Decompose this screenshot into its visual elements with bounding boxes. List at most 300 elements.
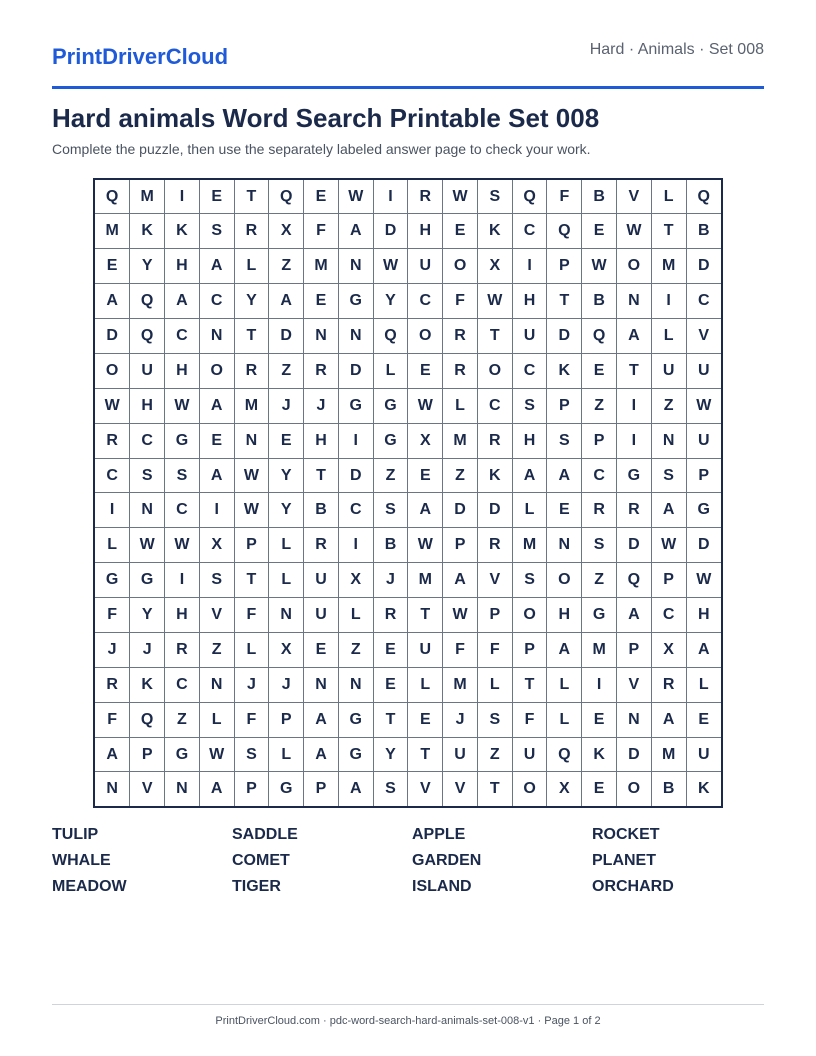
grid-cell[interactable]: M (95, 214, 130, 249)
grid-cell[interactable]: J (373, 563, 408, 598)
grid-cell[interactable]: I (338, 423, 373, 458)
grid-cell[interactable]: P (686, 458, 721, 493)
grid-cell[interactable]: T (234, 319, 269, 354)
grid-cell[interactable]: R (477, 528, 512, 563)
grid-cell[interactable]: V (686, 319, 721, 354)
grid-cell[interactable]: A (199, 388, 234, 423)
grid-cell[interactable]: W (443, 180, 478, 214)
grid-cell[interactable]: G (582, 598, 617, 633)
grid-cell[interactable]: N (199, 667, 234, 702)
grid-cell[interactable]: C (130, 423, 165, 458)
grid-cell[interactable]: L (547, 667, 582, 702)
grid-cell[interactable]: M (304, 249, 339, 284)
grid-cell[interactable]: I (373, 180, 408, 214)
grid-cell[interactable]: U (408, 632, 443, 667)
grid-cell[interactable]: L (373, 353, 408, 388)
grid-cell[interactable]: P (582, 423, 617, 458)
grid-cell[interactable]: P (443, 528, 478, 563)
grid-cell[interactable]: C (651, 598, 686, 633)
grid-cell[interactable]: J (304, 388, 339, 423)
grid-cell[interactable]: L (234, 249, 269, 284)
grid-cell[interactable]: C (477, 388, 512, 423)
grid-cell[interactable]: B (373, 528, 408, 563)
grid-cell[interactable]: F (234, 702, 269, 737)
grid-cell[interactable]: R (304, 528, 339, 563)
grid-cell[interactable]: P (234, 528, 269, 563)
grid-cell[interactable]: M (512, 528, 547, 563)
grid-cell[interactable]: W (408, 388, 443, 423)
grid-cell[interactable]: E (199, 180, 234, 214)
grid-cell[interactable]: J (95, 632, 130, 667)
grid-cell[interactable]: W (373, 249, 408, 284)
grid-cell[interactable]: F (443, 632, 478, 667)
grid-cell[interactable]: K (686, 772, 721, 806)
grid-cell[interactable]: T (616, 353, 651, 388)
grid-cell[interactable]: P (234, 772, 269, 806)
grid-cell[interactable]: S (373, 772, 408, 806)
grid-cell[interactable]: P (304, 772, 339, 806)
grid-cell[interactable]: U (686, 353, 721, 388)
grid-cell[interactable]: E (199, 423, 234, 458)
grid-cell[interactable]: R (304, 353, 339, 388)
grid-cell[interactable]: U (443, 737, 478, 772)
grid-cell[interactable]: A (338, 214, 373, 249)
grid-cell[interactable]: Y (269, 493, 304, 528)
grid-cell[interactable]: O (512, 598, 547, 633)
grid-cell[interactable]: T (477, 319, 512, 354)
grid-cell[interactable]: L (269, 563, 304, 598)
grid-cell[interactable]: T (651, 214, 686, 249)
grid-cell[interactable]: L (234, 632, 269, 667)
grid-cell[interactable]: C (408, 284, 443, 319)
grid-cell[interactable]: N (616, 702, 651, 737)
grid-cell[interactable]: R (95, 423, 130, 458)
grid-cell[interactable]: R (234, 214, 269, 249)
grid-cell[interactable]: B (304, 493, 339, 528)
grid-cell[interactable]: I (616, 388, 651, 423)
grid-cell[interactable]: H (165, 353, 200, 388)
grid-cell[interactable]: S (512, 563, 547, 598)
grid-cell[interactable]: M (651, 737, 686, 772)
grid-cell[interactable]: W (199, 737, 234, 772)
grid-cell[interactable]: L (199, 702, 234, 737)
grid-cell[interactable]: G (338, 284, 373, 319)
grid-cell[interactable]: R (582, 493, 617, 528)
grid-cell[interactable]: Q (686, 180, 721, 214)
grid-cell[interactable]: V (616, 180, 651, 214)
grid-cell[interactable]: W (165, 528, 200, 563)
grid-cell[interactable]: D (338, 353, 373, 388)
grid-cell[interactable]: N (269, 598, 304, 633)
grid-cell[interactable]: A (547, 458, 582, 493)
grid-cell[interactable]: T (234, 563, 269, 598)
grid-cell[interactable]: A (616, 598, 651, 633)
grid-cell[interactable]: S (373, 493, 408, 528)
grid-cell[interactable]: G (616, 458, 651, 493)
grid-cell[interactable]: F (234, 598, 269, 633)
grid-cell[interactable]: U (304, 598, 339, 633)
grid-cell[interactable]: W (408, 528, 443, 563)
grid-cell[interactable]: A (269, 284, 304, 319)
grid-cell[interactable]: U (651, 353, 686, 388)
grid-cell[interactable]: X (269, 214, 304, 249)
grid-cell[interactable]: N (338, 249, 373, 284)
grid-cell[interactable]: R (408, 180, 443, 214)
grid-cell[interactable]: N (165, 772, 200, 806)
grid-cell[interactable]: Q (130, 319, 165, 354)
grid-cell[interactable]: A (512, 458, 547, 493)
grid-cell[interactable]: S (199, 214, 234, 249)
grid-cell[interactable]: S (234, 737, 269, 772)
grid-cell[interactable]: H (686, 598, 721, 633)
grid-cell[interactable]: P (477, 598, 512, 633)
grid-cell[interactable]: X (269, 632, 304, 667)
grid-cell[interactable]: X (408, 423, 443, 458)
grid-cell[interactable]: S (165, 458, 200, 493)
grid-cell[interactable]: N (338, 667, 373, 702)
grid-cell[interactable]: I (512, 249, 547, 284)
grid-cell[interactable]: C (165, 667, 200, 702)
grid-cell[interactable]: N (234, 423, 269, 458)
grid-cell[interactable]: N (199, 319, 234, 354)
grid-cell[interactable]: E (582, 702, 617, 737)
grid-cell[interactable]: O (616, 249, 651, 284)
grid-cell[interactable]: Z (165, 702, 200, 737)
grid-cell[interactable]: Y (130, 249, 165, 284)
grid-cell[interactable]: E (304, 284, 339, 319)
grid-cell[interactable]: E (373, 632, 408, 667)
grid-cell[interactable]: L (512, 493, 547, 528)
grid-cell[interactable]: C (582, 458, 617, 493)
grid-cell[interactable]: I (616, 423, 651, 458)
grid-cell[interactable]: M (651, 249, 686, 284)
grid-cell[interactable]: Q (582, 319, 617, 354)
grid-cell[interactable]: X (547, 772, 582, 806)
grid-cell[interactable]: L (95, 528, 130, 563)
grid-cell[interactable]: F (512, 702, 547, 737)
grid-cell[interactable]: Z (651, 388, 686, 423)
grid-cell[interactable]: A (338, 772, 373, 806)
grid-cell[interactable]: O (95, 353, 130, 388)
grid-cell[interactable]: T (547, 284, 582, 319)
grid-cell[interactable]: Z (477, 737, 512, 772)
grid-cell[interactable]: O (512, 772, 547, 806)
grid-cell[interactable]: E (547, 493, 582, 528)
grid-cell[interactable]: S (582, 528, 617, 563)
grid-cell[interactable]: V (408, 772, 443, 806)
grid-cell[interactable]: M (443, 423, 478, 458)
grid-cell[interactable]: W (582, 249, 617, 284)
grid-cell[interactable]: O (408, 319, 443, 354)
grid-cell[interactable]: P (130, 737, 165, 772)
grid-cell[interactable]: Z (582, 388, 617, 423)
grid-cell[interactable]: P (547, 388, 582, 423)
grid-cell[interactable]: A (616, 319, 651, 354)
grid-cell[interactable]: G (269, 772, 304, 806)
grid-cell[interactable]: Z (269, 353, 304, 388)
grid-cell[interactable]: J (269, 388, 304, 423)
grid-cell[interactable]: E (582, 214, 617, 249)
grid-cell[interactable]: A (199, 458, 234, 493)
grid-cell[interactable]: A (304, 702, 339, 737)
grid-cell[interactable]: N (304, 667, 339, 702)
grid-cell[interactable]: B (582, 180, 617, 214)
grid-cell[interactable]: W (338, 180, 373, 214)
grid-cell[interactable]: N (338, 319, 373, 354)
grid-cell[interactable]: T (477, 772, 512, 806)
grid-cell[interactable]: H (512, 284, 547, 319)
grid-cell[interactable]: F (95, 702, 130, 737)
grid-cell[interactable]: P (512, 632, 547, 667)
grid-cell[interactable]: T (408, 737, 443, 772)
grid-cell[interactable]: H (165, 598, 200, 633)
grid-cell[interactable]: O (547, 563, 582, 598)
grid-cell[interactable]: G (373, 423, 408, 458)
grid-cell[interactable]: Z (338, 632, 373, 667)
grid-cell[interactable]: V (199, 598, 234, 633)
grid-cell[interactable]: G (165, 737, 200, 772)
grid-cell[interactable]: I (165, 563, 200, 598)
grid-cell[interactable]: D (686, 249, 721, 284)
grid-cell[interactable]: G (95, 563, 130, 598)
grid-cell[interactable]: W (130, 528, 165, 563)
grid-cell[interactable]: P (616, 632, 651, 667)
grid-cell[interactable]: R (443, 319, 478, 354)
grid-cell[interactable]: J (130, 632, 165, 667)
grid-cell[interactable]: I (338, 528, 373, 563)
grid-cell[interactable]: F (443, 284, 478, 319)
grid-cell[interactable]: E (304, 632, 339, 667)
grid-cell[interactable]: L (651, 180, 686, 214)
grid-cell[interactable]: V (477, 563, 512, 598)
grid-cell[interactable]: N (651, 423, 686, 458)
grid-cell[interactable]: J (234, 667, 269, 702)
grid-cell[interactable]: J (443, 702, 478, 737)
grid-cell[interactable]: S (199, 563, 234, 598)
grid-cell[interactable]: G (686, 493, 721, 528)
grid-cell[interactable]: D (477, 493, 512, 528)
grid-cell[interactable]: H (304, 423, 339, 458)
grid-cell[interactable]: N (304, 319, 339, 354)
grid-cell[interactable]: E (408, 458, 443, 493)
grid-cell[interactable]: W (234, 458, 269, 493)
grid-cell[interactable]: F (547, 180, 582, 214)
grid-cell[interactable]: A (95, 737, 130, 772)
grid-cell[interactable]: W (686, 388, 721, 423)
grid-cell[interactable]: M (582, 632, 617, 667)
grid-cell[interactable]: A (547, 632, 582, 667)
grid-cell[interactable]: G (338, 388, 373, 423)
grid-cell[interactable]: Q (373, 319, 408, 354)
grid-cell[interactable]: F (95, 598, 130, 633)
grid-cell[interactable]: H (512, 423, 547, 458)
grid-cell[interactable]: A (199, 249, 234, 284)
grid-cell[interactable]: L (686, 667, 721, 702)
grid-cell[interactable]: R (443, 353, 478, 388)
grid-cell[interactable]: G (373, 388, 408, 423)
grid-cell[interactable]: X (199, 528, 234, 563)
grid-cell[interactable]: R (651, 667, 686, 702)
grid-cell[interactable]: I (95, 493, 130, 528)
grid-cell[interactable]: M (130, 180, 165, 214)
grid-cell[interactable]: L (269, 528, 304, 563)
grid-cell[interactable]: T (408, 598, 443, 633)
grid-cell[interactable]: S (477, 702, 512, 737)
grid-cell[interactable]: N (547, 528, 582, 563)
grid-cell[interactable]: C (95, 458, 130, 493)
grid-cell[interactable]: H (547, 598, 582, 633)
grid-cell[interactable]: Z (269, 249, 304, 284)
grid-cell[interactable]: M (408, 563, 443, 598)
grid-cell[interactable]: T (234, 180, 269, 214)
grid-cell[interactable]: F (477, 632, 512, 667)
grid-cell[interactable]: I (582, 667, 617, 702)
grid-cell[interactable]: Q (130, 702, 165, 737)
brand-logo[interactable]: PrintDriverCloud (52, 44, 229, 69)
grid-cell[interactable]: E (373, 667, 408, 702)
grid-cell[interactable]: L (269, 737, 304, 772)
grid-cell[interactable]: Y (234, 284, 269, 319)
grid-cell[interactable]: W (165, 388, 200, 423)
grid-cell[interactable]: K (165, 214, 200, 249)
grid-cell[interactable]: I (651, 284, 686, 319)
grid-cell[interactable]: P (269, 702, 304, 737)
grid-cell[interactable]: S (651, 458, 686, 493)
grid-cell[interactable]: W (686, 563, 721, 598)
grid-cell[interactable]: R (165, 632, 200, 667)
grid-cell[interactable]: F (304, 214, 339, 249)
grid-cell[interactable]: K (547, 353, 582, 388)
grid-cell[interactable]: C (338, 493, 373, 528)
grid-cell[interactable]: Z (199, 632, 234, 667)
grid-cell[interactable]: Y (130, 598, 165, 633)
grid-cell[interactable]: C (512, 353, 547, 388)
grid-cell[interactable]: U (130, 353, 165, 388)
grid-cell[interactable]: O (477, 353, 512, 388)
grid-cell[interactable]: S (512, 388, 547, 423)
grid-cell[interactable]: L (443, 388, 478, 423)
grid-cell[interactable]: V (443, 772, 478, 806)
grid-cell[interactable]: E (443, 214, 478, 249)
grid-cell[interactable]: W (234, 493, 269, 528)
grid-cell[interactable]: K (130, 667, 165, 702)
grid-cell[interactable]: E (408, 353, 443, 388)
grid-cell[interactable]: V (616, 667, 651, 702)
grid-cell[interactable]: D (616, 737, 651, 772)
grid-cell[interactable]: L (477, 667, 512, 702)
grid-cell[interactable]: U (512, 319, 547, 354)
grid-cell[interactable]: C (199, 284, 234, 319)
grid-cell[interactable]: P (651, 563, 686, 598)
grid-cell[interactable]: A (199, 772, 234, 806)
grid-cell[interactable]: E (304, 180, 339, 214)
grid-cell[interactable]: X (651, 632, 686, 667)
grid-cell[interactable]: R (95, 667, 130, 702)
grid-cell[interactable]: N (95, 772, 130, 806)
grid-cell[interactable]: M (234, 388, 269, 423)
grid-cell[interactable]: K (477, 214, 512, 249)
grid-cell[interactable]: K (582, 737, 617, 772)
grid-cell[interactable]: D (616, 528, 651, 563)
grid-cell[interactable]: T (373, 702, 408, 737)
grid-cell[interactable]: Z (373, 458, 408, 493)
grid-cell[interactable]: T (512, 667, 547, 702)
grid-cell[interactable]: A (443, 563, 478, 598)
grid-cell[interactable]: I (165, 180, 200, 214)
grid-cell[interactable]: O (443, 249, 478, 284)
grid-cell[interactable]: N (130, 493, 165, 528)
grid-cell[interactable]: Z (443, 458, 478, 493)
grid-cell[interactable]: D (686, 528, 721, 563)
grid-cell[interactable]: A (686, 632, 721, 667)
grid-cell[interactable]: U (686, 737, 721, 772)
grid-cell[interactable]: A (304, 737, 339, 772)
grid-cell[interactable]: A (651, 702, 686, 737)
grid-cell[interactable]: L (338, 598, 373, 633)
grid-cell[interactable]: O (199, 353, 234, 388)
grid-cell[interactable]: C (512, 214, 547, 249)
grid-cell[interactable]: E (686, 702, 721, 737)
grid-cell[interactable]: W (651, 528, 686, 563)
grid-cell[interactable]: U (304, 563, 339, 598)
grid-cell[interactable]: D (95, 319, 130, 354)
grid-cell[interactable]: E (582, 353, 617, 388)
grid-cell[interactable]: H (165, 249, 200, 284)
grid-cell[interactable]: U (512, 737, 547, 772)
grid-cell[interactable]: T (304, 458, 339, 493)
grid-cell[interactable]: B (651, 772, 686, 806)
grid-cell[interactable]: Y (269, 458, 304, 493)
grid-cell[interactable]: L (651, 319, 686, 354)
grid-cell[interactable]: H (408, 214, 443, 249)
grid-cell[interactable]: K (130, 214, 165, 249)
grid-cell[interactable]: Y (373, 737, 408, 772)
grid-cell[interactable]: Q (512, 180, 547, 214)
grid-cell[interactable]: Z (582, 563, 617, 598)
grid-cell[interactable]: W (616, 214, 651, 249)
grid-cell[interactable]: Q (130, 284, 165, 319)
grid-cell[interactable]: A (651, 493, 686, 528)
grid-cell[interactable]: G (130, 563, 165, 598)
grid-cell[interactable]: C (686, 284, 721, 319)
grid-cell[interactable]: G (338, 702, 373, 737)
grid-cell[interactable]: P (547, 249, 582, 284)
grid-cell[interactable]: R (373, 598, 408, 633)
grid-cell[interactable]: G (338, 737, 373, 772)
grid-cell[interactable]: D (443, 493, 478, 528)
grid-cell[interactable]: R (616, 493, 651, 528)
grid-cell[interactable]: S (547, 423, 582, 458)
grid-cell[interactable]: C (165, 319, 200, 354)
grid-cell[interactable]: D (269, 319, 304, 354)
grid-cell[interactable]: I (199, 493, 234, 528)
grid-cell[interactable]: B (686, 214, 721, 249)
grid-cell[interactable]: X (477, 249, 512, 284)
grid-cell[interactable]: E (95, 249, 130, 284)
grid-cell[interactable]: S (130, 458, 165, 493)
grid-cell[interactable]: V (130, 772, 165, 806)
grid-cell[interactable]: R (234, 353, 269, 388)
grid-cell[interactable]: Q (547, 214, 582, 249)
grid-cell[interactable]: A (165, 284, 200, 319)
grid-cell[interactable]: W (95, 388, 130, 423)
grid-cell[interactable]: S (477, 180, 512, 214)
grid-cell[interactable]: X (338, 563, 373, 598)
grid-cell[interactable]: B (582, 284, 617, 319)
grid-cell[interactable]: R (477, 423, 512, 458)
grid-cell[interactable]: Y (373, 284, 408, 319)
grid-cell[interactable]: D (338, 458, 373, 493)
